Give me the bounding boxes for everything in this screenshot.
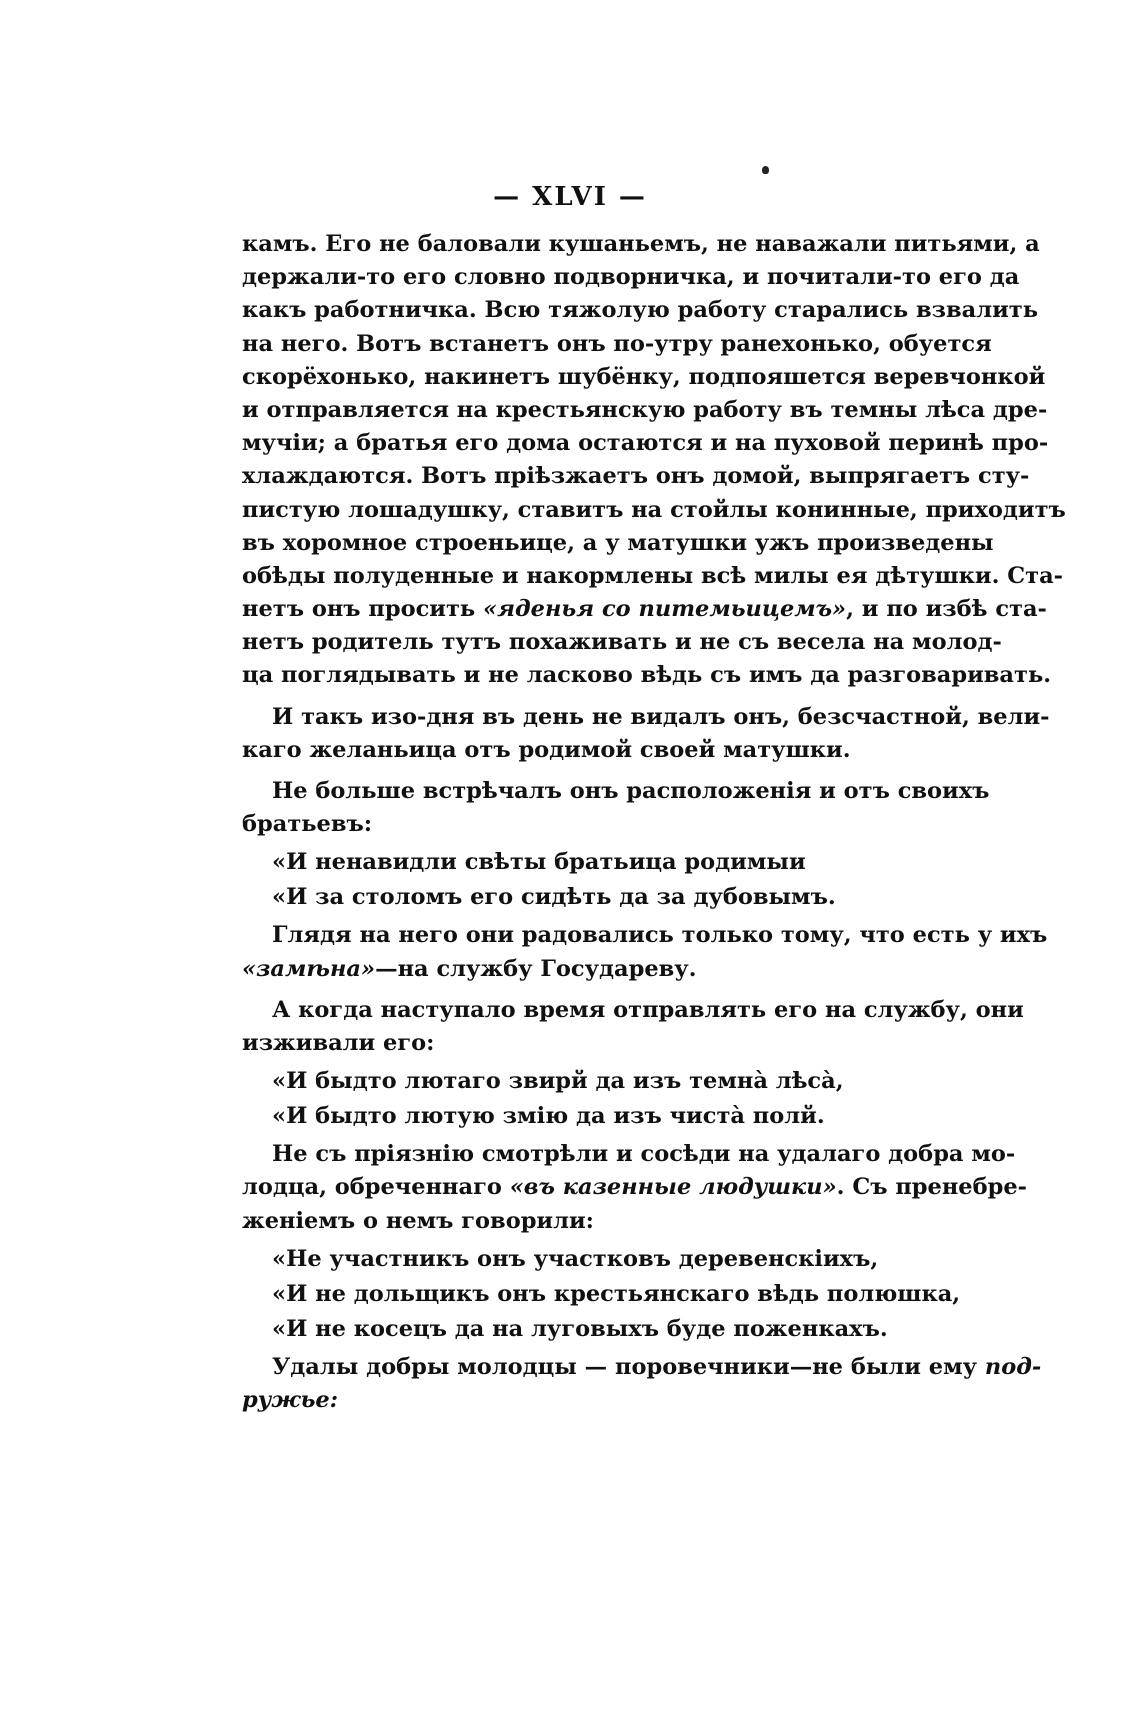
text-line (242, 953, 972, 986)
text-line (242, 1384, 972, 1417)
page-number: — XLVI — (493, 182, 647, 212)
text-line: Глядя на него они радовались только тому, что есть у ихъ (272, 922, 1048, 949)
paragraph-1 (242, 228, 1066, 693)
text-line: мучіи; а братья его дома остаются и на пуховой перинѣ про- (242, 430, 1049, 457)
text-line: на него. Вотъ встанетъ онъ по-утру ранехонько, обуется (242, 330, 992, 357)
text-line: каго желаньица отъ родимой своей матушки. (242, 736, 851, 763)
italic-word: под- (984, 1353, 1042, 1380)
text-line: какъ работничка. Всю тяжолую работу старались взвалить (242, 297, 1039, 324)
text-line: изживали его: (242, 1029, 435, 1056)
text-segment: лодца, обреченнаго (242, 1174, 510, 1201)
verse-line: «Не участникъ онъ участковъ деревенскіихъ, (272, 1245, 879, 1272)
text-line: Не съ пріязнію смотрѣли и сосѣди на удалаго добра мо- (272, 1141, 1016, 1168)
paragraph-6 (242, 1138, 1028, 1238)
text-segment: нетъ онъ просить (242, 596, 484, 623)
paragraph-4 (242, 919, 1048, 985)
text-line: нетъ родитель тутъ похаживать и не съ весела на молод- (242, 629, 1002, 656)
verse-3 (242, 1238, 972, 1351)
verse-line: «И не косецъ да на луговыхъ буде поженкахъ. (272, 1315, 888, 1342)
text-line (242, 593, 1047, 626)
text-line: обѣды полуденные и накормлены всѣ милы ея дѣтушки. Ста- (242, 562, 1064, 589)
verse-line: «И быдто лютаго звирй да изъ темнà лѣсà, (272, 1068, 844, 1095)
paragraph-5 (242, 994, 1024, 1060)
verse-line: «И за столомъ его сидѣть да за дубовымъ. (272, 884, 836, 911)
italic-quote: «замѣна» (242, 955, 376, 982)
text-line: А когда наступало время отправлять его на службу, они (272, 996, 1024, 1023)
ink-speck (762, 166, 769, 174)
text-line: ца поглядывать и не ласково вѣдь съ имъ да разговаривать. (242, 662, 1052, 689)
text-line: скорёхонько, накинетъ шубёнку, подпояшется веревчонкой (242, 363, 1046, 390)
verse-2 (242, 1060, 972, 1138)
verse-1 (242, 841, 972, 919)
text-line (242, 1171, 1028, 1204)
text-segment: Удалы добры молодцы — поровечники—не были ему (272, 1353, 985, 1380)
text-line: камъ. Его не баловали кушаньемъ, не наважали питьями, а (242, 231, 1040, 257)
text-line: братьевъ: (242, 811, 373, 838)
verse-line: «И быдто лютую змію да изъ чистà полй. (272, 1103, 825, 1130)
verse-line: «И не дольщикъ онъ крестьянскаго вѣдь полюшка, (272, 1280, 961, 1307)
text-line: женіемъ о немъ говорили: (242, 1207, 594, 1234)
paragraph-7 (242, 1351, 1042, 1417)
text-line: держали-то его словно подворничка, и почитали-то его да (242, 264, 1020, 291)
text-line: хлаждаются. Вотъ пріѣзжаетъ онъ домой, выпрягаетъ сту- (242, 463, 1030, 490)
paragraph-2 (242, 701, 1050, 767)
text-segment: . Съ пренебре- (836, 1174, 1028, 1201)
italic-quote: «яденья со питемьицемъ» (483, 596, 847, 623)
text-line: Не больше встрѣчалъ онъ расположенія и отъ своихъ (272, 778, 990, 804)
text-line: въ хоромное строеньице, а у матушки ужъ произведены (242, 529, 994, 556)
italic-word: ружье: (242, 1386, 339, 1413)
text-line: и отправляется на крестьянскую работу въ темны лѣса дре- (242, 396, 1048, 423)
verse-line: «И ненавидли свѣты братьица родимыи (272, 849, 806, 876)
text-line: И такъ изо-дня въ день не видалъ онъ, безсчастной, вели- (272, 703, 1050, 730)
italic-quote: «въ казенные людушки» (509, 1174, 837, 1201)
text-line (242, 1351, 1042, 1384)
body-text (242, 228, 1066, 1417)
text-segment: —на службу Государеву. (375, 955, 697, 982)
paragraph-3 (242, 775, 990, 841)
text-line: пистую лошадушку, ставитъ на стойлы конинные, приходитъ (242, 496, 1066, 523)
text-segment: , и по избѣ ста- (846, 596, 1047, 623)
